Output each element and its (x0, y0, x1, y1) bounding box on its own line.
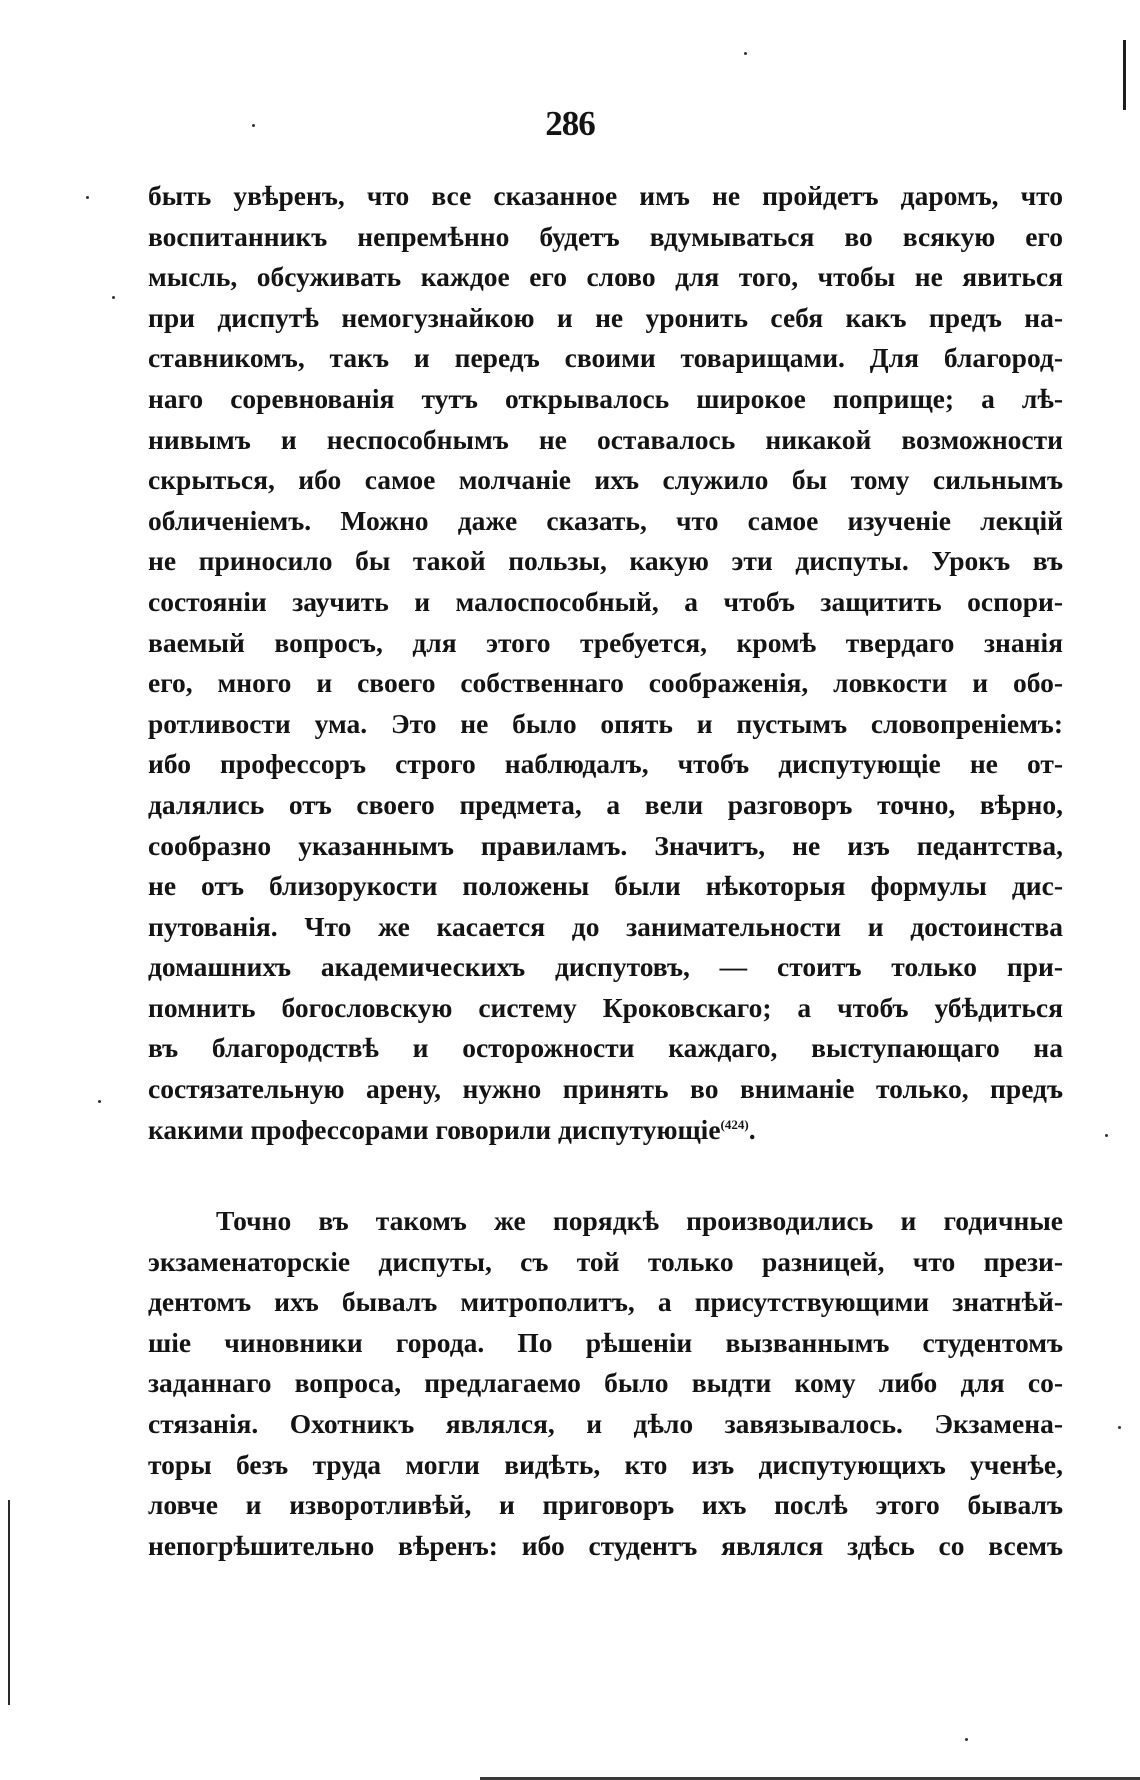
text-line: въ благородствѣ и осторожности каждаго, выступающаго на (148, 1032, 1063, 1064)
text-line: домашнихъ академическихъ диспутовъ, — стоитъ только при- (148, 951, 1063, 983)
text-line: не приносило бы такой пользы, какую эти диспуты. Урокъ въ (148, 545, 1063, 577)
text-line: его, много и своего собственнаго соображенія, ловкости и обо- (148, 667, 1063, 699)
scan-speck (1105, 1134, 1108, 1137)
text-line: нивымъ и неспособнымъ не оставалось никакой возможности (148, 423, 1063, 455)
text-line: экзаменаторскіе диспуты, съ той только разницей, что прези- (148, 1245, 1063, 1277)
scan-speck (98, 1100, 101, 1103)
text-line: ибо профессоръ строго наблюдалъ, чтобъ диспутующіе не от- (148, 748, 1063, 780)
text-line: ваемый вопросъ, для этого требуется, кромѣ твердаго знанія (148, 626, 1063, 658)
page-number: 286 (545, 104, 595, 143)
text-line: заданнаго вопроса, предлагаемо было выдти кому либо для со- (148, 1367, 1063, 1399)
text-fragment: какими профессорами говорили диспутующіе (148, 1113, 721, 1145)
scan-speck (112, 296, 115, 299)
text-line: ловче и изворотливѣй, и приговоръ ихъ послѣ этого бывалъ (148, 1489, 1063, 1521)
scan-speck (1118, 1426, 1121, 1429)
text-line: ротливости ума. Это не было опять и пустымъ словопреніемъ: (148, 707, 1063, 739)
text-line: состояніи заучить и малоспособный, а чтобъ защитить оспори- (148, 585, 1063, 617)
text-line: шіе чиновники города. По рѣшеніи вызваннымъ студентомъ (148, 1326, 1063, 1358)
text-line: при диспутѣ немогузнайкою и не уронить себя какъ предъ на- (148, 301, 1063, 333)
text-line: путованія. Что же касается до занимательности и достоинства (148, 910, 1063, 942)
text-line: непогрѣшительно вѣренъ: ибо студентъ являлся здѣсь со всемъ (148, 1529, 1063, 1561)
text-line: мысль, обсуживать каждое его слово для того, чтобы не явиться (148, 261, 1063, 293)
sentence-end: . (748, 1113, 756, 1145)
text-line: не отъ близорукости положены были нѣкоторыя формулы дис- (148, 870, 1063, 902)
paragraph-1 (148, 176, 1063, 1150)
text-line: быть увѣренъ, что все сказанное имъ не пройдетъ даромъ, что (148, 180, 1063, 211)
paragraph-2 (148, 1201, 1063, 1566)
scan-speck (744, 52, 747, 55)
footnote-reference: (424) (720, 1116, 749, 1132)
scan-speck (965, 1738, 968, 1741)
text-line: сообразно указаннымъ правиламъ. Значитъ, не изъ педантства, (148, 829, 1063, 861)
text-line: стязанія. Охотникъ являлся, и дѣло завязывалось. Экзамена- (148, 1407, 1063, 1439)
text-line: помнить богословскую систему Кроковскаго; а чтобъ убѣдиться (148, 991, 1063, 1023)
text-line-last (148, 1110, 1063, 1151)
scan-speck (86, 196, 89, 199)
text-line: состязательную арену, нужно принять во вниманіе только, предъ (148, 1073, 1063, 1105)
scan-edge-left (8, 1500, 10, 1705)
text-line: далялись отъ своего предмета, а вели разговоръ точно, вѣрно, (148, 788, 1063, 820)
text-line: ставникомъ, такъ и передъ своими товарищами. Для благород- (148, 342, 1063, 374)
text-line: скрыться, ибо самое молчаніе ихъ служило бы тому сильнымъ (148, 464, 1063, 496)
text-line: обличеніемъ. Можно даже сказать, что самое изученіе лекцій (148, 504, 1063, 536)
text-line: воспитанникъ непремѣнно будетъ вдумываться во всякую его (148, 220, 1063, 252)
scan-edge-right (1123, 40, 1126, 110)
text-line: торы безъ труда могли видѣть, кто изъ диспутующихъ ученѣе, (148, 1448, 1063, 1480)
scan-speck (252, 124, 255, 127)
text-line-indented: Точно въ такомъ же порядкѣ производились и годичные (216, 1205, 1063, 1236)
text-line: дентомъ ихъ бывалъ митрополитъ, а присутствующими знатнѣй- (148, 1286, 1063, 1318)
text-line: наго соревнованія тутъ открывалось широкое поприще; а лѣ- (148, 382, 1063, 414)
